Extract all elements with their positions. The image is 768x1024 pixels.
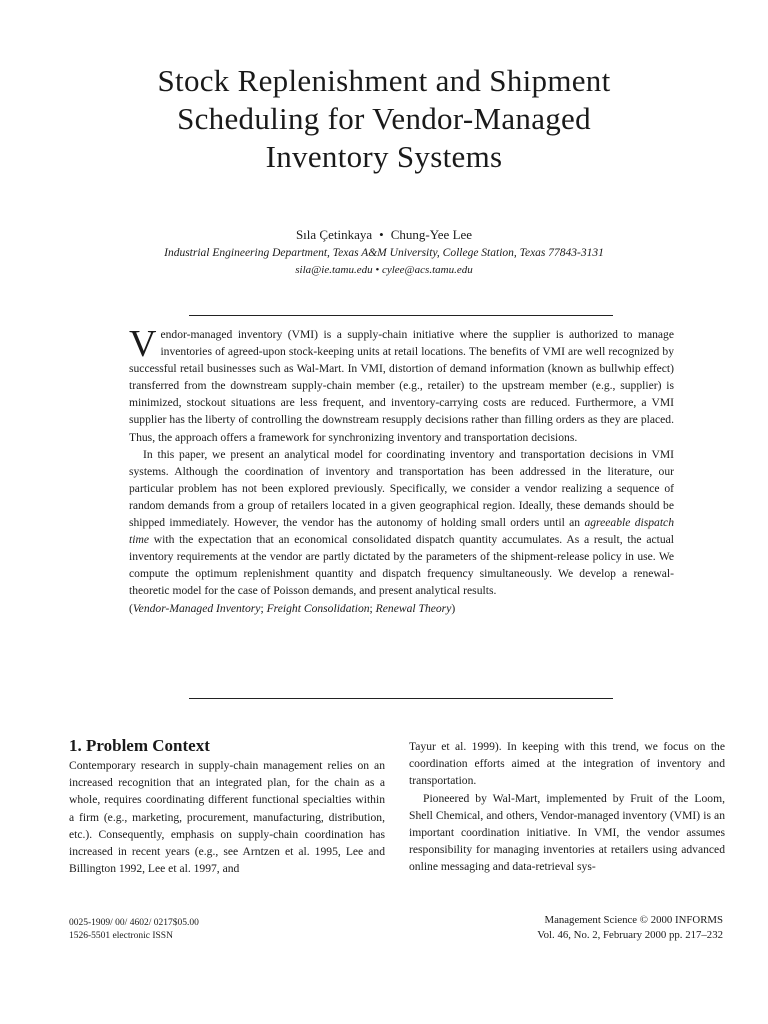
journal-copyright: Management Science © 2000 INFORMS: [544, 914, 723, 926]
abstract-bottom-rule: [189, 698, 613, 699]
abstract: [129, 323, 674, 617]
journal-volume: Vol. 46, No. 2, February 2000 pp. 217–232: [537, 929, 723, 941]
abstract-emphasis: agreeable dispatch time: [129, 516, 674, 547]
keyword-separator: ;: [369, 601, 376, 615]
email-address: cylee@acs.tamu.edu: [381, 264, 473, 276]
abstract-top-rule: [189, 315, 613, 316]
title-line: Inventory Systems: [265, 139, 503, 174]
title-line: Scheduling for Vendor-Managed: [177, 101, 591, 136]
abstract-text: endor-managed inventory (VMI) is a supply-chain initiative where the supplier is authorized to manage inventories of agreed-upon stock-keeping units at retail locations. The benefits of VMI are well recognized by successful retail businesses such as Wal-Mart. In VMI, distortion of demand information (known as bullwhip effect) transferred from the downstream supply-chain member (e.g., retailer) to the upstream member (e.g., supplier) is minimized, stockout situations are less frequent, and inventory-carrying costs are reduced. Furthermore, a VMI supplier has the liberty of controlling the downstream resupply decisions rather than filling orders as they are placed. Thus, the approach offers a framework for synchronizing inventory and transportation decisions.: [129, 328, 674, 444]
author-name: Chung-Yee Lee: [390, 227, 473, 242]
keyword: Freight Consolidation: [266, 601, 370, 615]
title-line: Stock Replenishment and Shipment: [157, 63, 611, 98]
keyword-separator: ;: [260, 601, 267, 615]
keywords: [129, 600, 674, 617]
article-code: 0025-1909/ 00/ 4602/ 0217$05.00: [69, 918, 199, 928]
email-line: [60, 262, 708, 278]
affiliation: Industrial Engineering Department, Texas A&M University, College Station, Texas 77843-3131: [164, 247, 604, 259]
body-paragraph: Contemporary research in supply-chain management relies on an increased recognition that an integrated plan, for the chain as a whole, requires coordinating different functional specialties within a firm (e.g., marketing, procurement, manufacturing, distribution, etc.). Consequently, emphasis on supply-chain coordination has increased in recent years (e.g., see Arntzen et al. 1995, Lee and Billington 1992, Lee et al. 1997, and: [69, 759, 385, 876]
journal-footer: [537, 913, 723, 943]
keywords-paren: ): [451, 601, 456, 615]
body-column-right: [409, 738, 725, 876]
issn-footer: [69, 917, 199, 943]
abstract-paragraph: [129, 323, 674, 446]
body-column-left: [69, 736, 385, 877]
section-heading: 1. Problem Context: [69, 736, 210, 755]
author-line: [60, 226, 708, 243]
keyword: Vendor-Managed Inventory: [132, 601, 261, 615]
email-address: sila@ie.tamu.edu: [295, 264, 373, 276]
abstract-text: In this paper, we present an analytical model for coordinating inventory and transportation decisions in VMI systems. Although the coordination of inventory and transportation has been addressed in the literature, our particular problem has not been explored previously. Specifically, we consider a vendor realizing a sequence of random demands from a group of retailers located in a given geographical region. Ideally, these demands should be shipped immediately. However, the vendor has the autonomy of holding small orders until an: [129, 447, 674, 530]
paper-title: [60, 62, 708, 176]
abstract-paragraph: [129, 446, 674, 600]
abstract-text: with the expectation that an economical consolidated dispatch quantity accumulates. As a result, the actual inventory requirements at the vendor are partly dictated by the parameters of the shipment-release policy in use. We compute the optimum replenishment quantity and dispatch frequency simultaneously. We develop a renewal-theoretic model for the case of Poisson demands, and present analytical results.: [129, 533, 674, 598]
author-separator: •: [379, 227, 384, 242]
keywords-paren: (: [129, 601, 133, 615]
keyword: Renewal Theory: [375, 601, 452, 615]
electronic-issn: 1526-5501 electronic ISSN: [69, 931, 173, 941]
email-separator: •: [375, 264, 380, 276]
body-paragraph: Pioneered by Wal-Mart, implemented by Fruit of the Loom, Shell Chemical, and others, Vendor-managed inventory (VMI) is an important coordination initiative. In VMI, the vendor assumes responsibility for managing inventories at retailers using advanced online messaging and data-retrieval sys-: [409, 791, 725, 874]
drop-cap: V: [129, 323, 157, 365]
body-paragraph: Tayur et al. 1999). In keeping with this trend, we focus on the coordination efforts aimed at the integration of inventory and transportation.: [409, 740, 725, 788]
author-name: Sıla Çetinkaya: [295, 227, 373, 242]
